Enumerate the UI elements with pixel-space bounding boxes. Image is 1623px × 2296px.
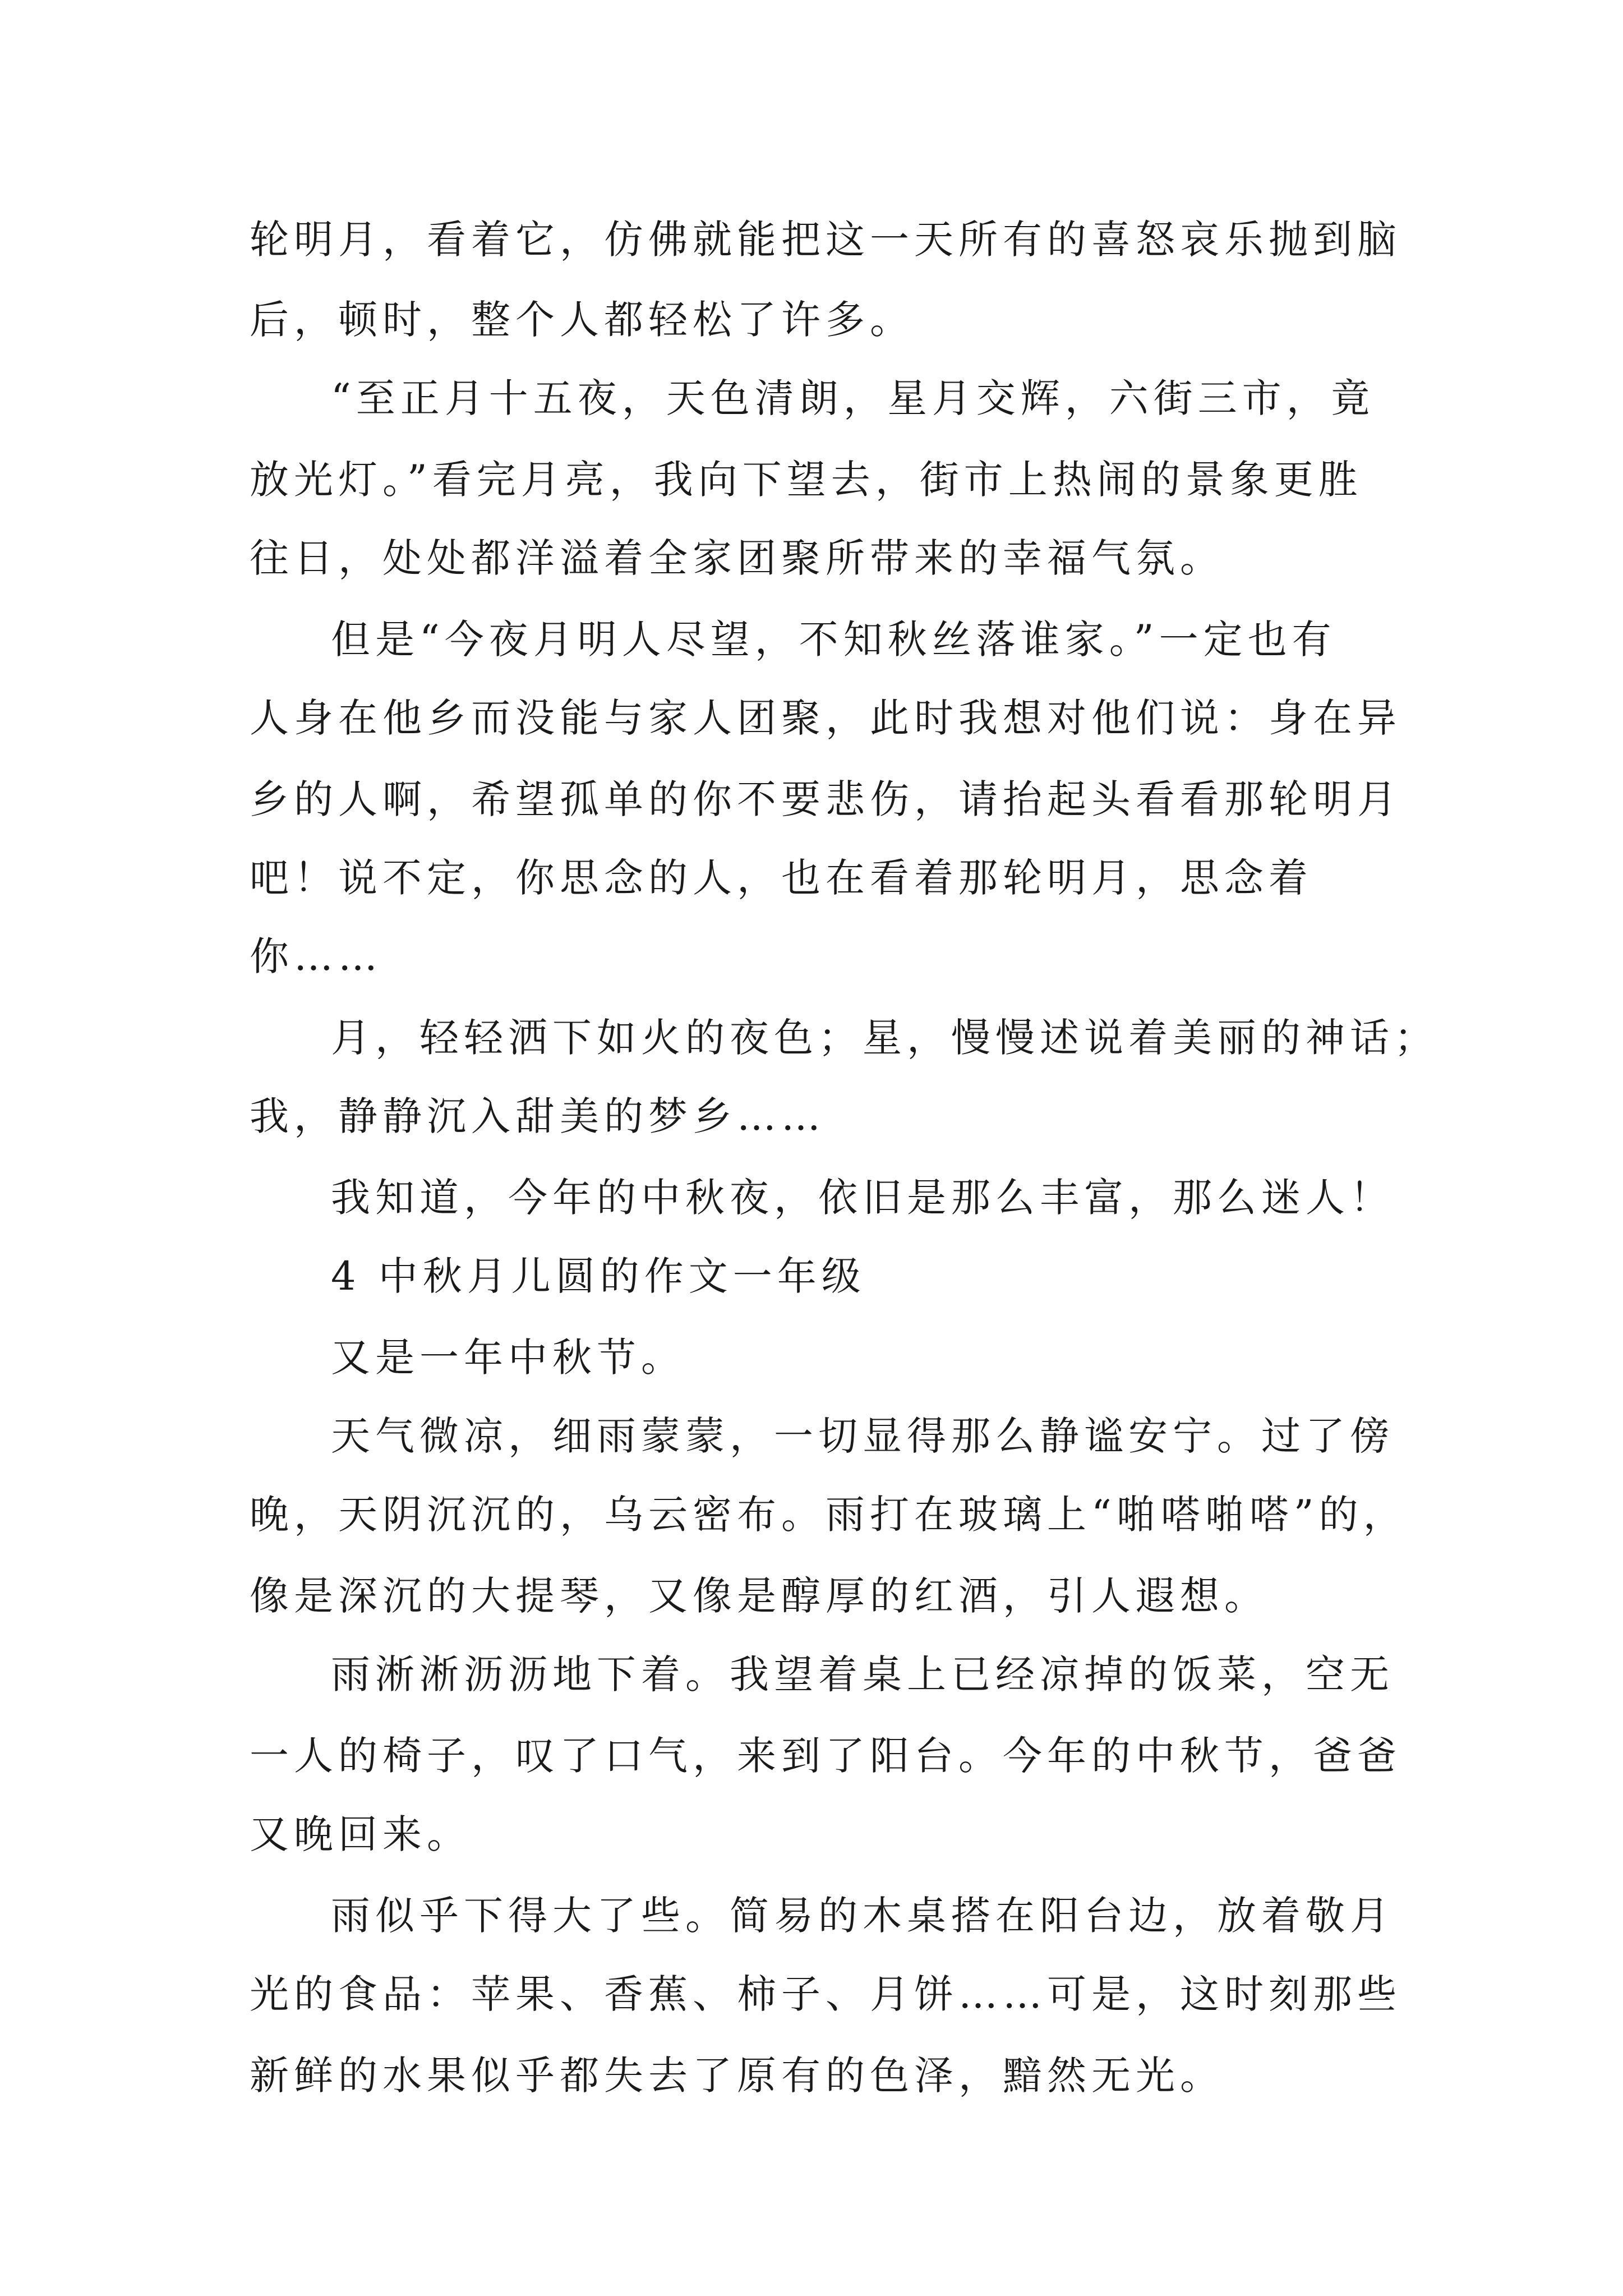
text-line: 吧！说不定，你思念的人，也在看着那轮明月，思念着: [250, 855, 1313, 901]
text-line: 后，顿时，整个人都轻松了许多。: [250, 297, 914, 343]
section-heading: 4 中秋月儿圆的作文一年级: [331, 1253, 866, 1299]
text-line: 我知道，今年的中秋夜，依旧是那么丰富，那么迷人！: [331, 1175, 1394, 1221]
text-line: 乡的人啊，希望孤单的你不要悲伤，请抬起头看看那轮明月: [250, 776, 1401, 822]
text-line: 新鲜的水果似乎都失去了原有的色泽，黯然无光。: [250, 2053, 1224, 2099]
text-line: “至正月十五夜，天色清朗，星月交辉，六街三市，竟: [331, 375, 1375, 421]
text-line: 天气微凉，细雨蒙蒙，一切显得那么静谧安宁。过了傍: [331, 1413, 1394, 1459]
text-line: 又晚回来。: [250, 1811, 471, 1857]
text-line: 雨似乎下得大了些。简易的木桌搭在阳台边，放着敬月: [331, 1893, 1394, 1939]
text-line: 晚，天阴沉沉的，乌云密布。雨打在玻璃上“啪嗒啪嗒”的，: [250, 1492, 1408, 1538]
text-line: 月，轻轻洒下如火的夜色；星，慢慢述说着美丽的神话；: [331, 1015, 1438, 1061]
text-line: 但是“今夜月明人尽望，不知秋丝落谁家。”一定也有: [331, 616, 1336, 662]
text-line: 放光灯。”看完月亮，我向下望去，街市上热闹的景象更胜: [250, 457, 1363, 503]
text-line: 光的食品：苹果、香蕉、柿子、月饼……可是，这时刻那些: [250, 1971, 1401, 2017]
text-line: 往日，处处都洋溢着全家团聚所带来的幸福气氛。: [250, 535, 1224, 581]
text-line: 雨淅淅沥沥地下着。我望着桌上已经凉掉的饭菜，空无: [331, 1651, 1394, 1697]
text-line: 你……: [250, 933, 382, 979]
text-line: 又是一年中秋节。: [331, 1335, 685, 1381]
text-line: 人身在他乡而没能与家人团聚，此时我想对他们说：身在异: [250, 695, 1401, 741]
text-line: 我，静静沉入甜美的梦乡……: [250, 1093, 826, 1139]
text-line: 一人的椅子，叹了口气，来到了阳台。今年的中秋节，爸爸: [250, 1733, 1401, 1779]
text-line: 像是深沉的大提琴，又像是醇厚的红酒，引人遐想。: [250, 1573, 1269, 1619]
text-line: 轮明月，看着它，仿佛就能把这一天所有的喜怒哀乐抛到脑: [250, 217, 1401, 263]
